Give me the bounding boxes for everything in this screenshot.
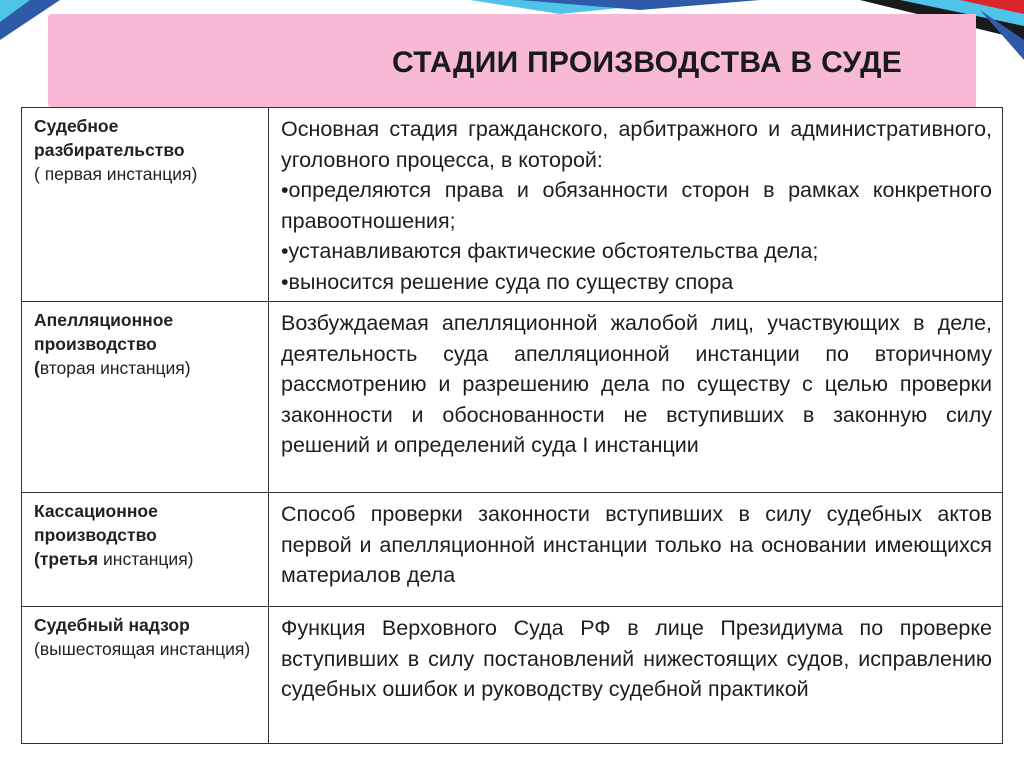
- table-row: [22, 108, 1003, 302]
- stage-description-cell: [269, 302, 1003, 493]
- table-row: [22, 302, 1003, 493]
- stages-table: [21, 107, 1003, 744]
- stage-name-cell: [22, 302, 269, 493]
- stage-name-bold-prefix: (третья: [34, 549, 99, 569]
- stage-name-bold: Кассационное производство: [34, 501, 158, 545]
- stage-name-bold-paren: (: [34, 358, 40, 378]
- stage-name-bold: Апелляционное производство: [34, 310, 174, 354]
- page-title: СТАДИИ ПРОИЗВОДСТВА В СУДЕ: [392, 46, 903, 79]
- stage-name-bold: Судебное разбирательство: [34, 116, 185, 160]
- stage-name-bold: Судебный надзор: [34, 615, 190, 635]
- stage-description: Способ проверки законности вступивших в силу судебных актов первой и апелляционной инстанции только на основании имеющихся материалов дела: [281, 502, 992, 587]
- stage-description-cell: [269, 108, 1003, 302]
- table-row: [22, 607, 1003, 744]
- stage-name-plain: (вышестоящая инстанция): [34, 639, 251, 659]
- stage-description: Функция Верховного Суда РФ в лице Президиума по проверке вступивших в силу постановлений нижестоящих судов, исправлению судебных ошибок и руководству судебной практикой: [281, 616, 992, 701]
- stage-name-plain: ( первая инстанция): [34, 164, 198, 184]
- stage-name-cell: [22, 607, 269, 744]
- stage-name-plain: вторая инстанция): [39, 358, 191, 378]
- stage-bullet: •определяются права и обязанности сторон в рамках конкретного правоотношения;: [281, 178, 992, 233]
- stage-name-cell: [22, 493, 269, 607]
- stage-description-intro: Основная стадия гражданского, арбитражного и административного, уголовного процесса, в которой:: [281, 117, 992, 172]
- stage-bullet: •устанавливаются фактические обстоятельства дела;: [281, 239, 819, 263]
- stage-bullet: •выносится решение суда по существу спора: [281, 269, 734, 294]
- stage-name-cell: [22, 108, 269, 302]
- stage-description-cell: [269, 607, 1003, 744]
- stage-description: Возбуждаемая апелляционной жалобой лиц, участвующих в деле, деятельность суда апелляционной инстанции по вторичному рассмотрению и разрешению дела по существу с целью проверки законности и обоснованности не вступивших в законную силу решений и определений суда I инстанции: [281, 311, 992, 457]
- table-row: [22, 493, 1003, 607]
- stage-name-plain: инстанция): [98, 549, 194, 569]
- stage-description-cell: [269, 493, 1003, 607]
